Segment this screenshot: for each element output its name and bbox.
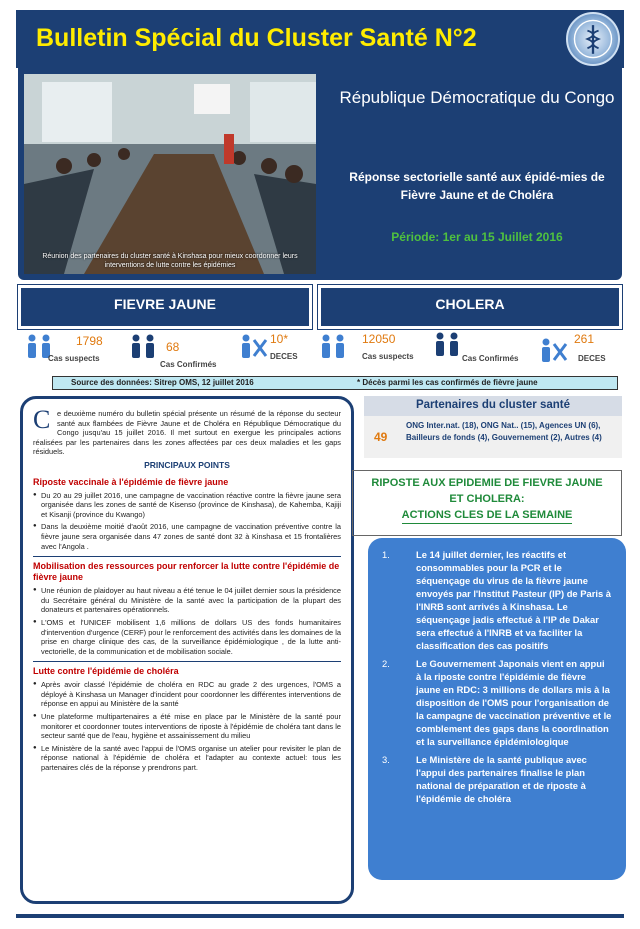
death-icon — [240, 334, 270, 360]
intro-paragraph — [33, 405, 341, 457]
action-text: Le Ministère de la santé publique avec l'appui des partenaires finalise le plan national de préparation et de riposte à l'épidémie de choléra — [416, 754, 587, 804]
list-item: ● Le Ministère de la santé avec l'appui de l'OMS organise un atelier pour revisiter le plan de réponse national à l'épidémie de choléra et l'adapter au contexte actuel: tous les partenaires clés de la réponse y prendrons part. — [33, 744, 341, 773]
tab-fievre-jaune: FIEVRE JAUNE — [18, 285, 312, 329]
people-icon — [318, 334, 348, 360]
fj-suspects-value: 1798 — [76, 334, 103, 348]
action-text: Le Gouvernement Japonais vient en appui à la riposte contre l'épidémie de fièvre jaune en RDC: 3 millions de dollars mis à la disposition de l'OMS pour l'organisation de la campagne de vaccination préventive et le comblement des gaps dans la coordination et la surveillance épidémiologique — [416, 658, 612, 747]
list-item — [378, 753, 612, 805]
country-title: République Démocratique du Congo — [339, 88, 615, 107]
tab-cholera: CHOLERA — [318, 285, 622, 329]
dropcap: C — [33, 405, 51, 434]
footer-divider — [16, 914, 624, 918]
fj-confirmes-label: Cas Confirmés — [160, 360, 217, 369]
people-icon — [432, 332, 462, 358]
stats-row — [0, 332, 640, 374]
source-bar — [52, 376, 618, 390]
actions-heading — [352, 470, 622, 536]
list-item: ● Dans la deuxième moitié d'août 2016, une campagne de vaccination préventive contre la fièvre jaune sera organisée dans 47 zones de santé dont 32 à Kinshasa et 15 frontalières avec l'Angola . — [33, 522, 341, 551]
action-number: 3. — [382, 754, 390, 765]
section-title-vaccination: Riposte vaccinale à l'épidémie de fièvre jaune — [33, 476, 229, 487]
intro-text: e deuxième numéro du bulletin spécial présente un résumé de la réponse du secteur santé aux flambées de Fièvre Jaune et de Choléra en République Démocratique du Congo jusqu'au 15 juillet 2016. Il met surtout en exergue les principales actions réalisées par les partenaires dans les zones affectées par ces deux maladies et les gaps résiduels. — [33, 409, 341, 457]
deces-footnote: * Décès parmi les cas confirmés de fièvre jaune — [357, 378, 538, 387]
response-subtitle: Réponse sectorielle santé aux épidé-mies de Fièvre Jaune et de Choléra — [349, 170, 605, 202]
list-item — [378, 548, 612, 652]
photo-caption: Réunion des partenaires du cluster santé à Kinshasa pour mieux coordonner leurs interventions de lutte contre les épidémies — [42, 253, 298, 269]
actions-heading-line3: ACTIONS CLES DE LA SEMAINE — [402, 507, 573, 524]
partners-box — [364, 416, 622, 458]
source-text: Source des données: Sitrep OMS, 12 juillet 2016 — [71, 378, 254, 387]
actions-heading-line2: ET CHOLERA: — [449, 493, 525, 505]
principal-points-heading: PRINCIPAUX POINTS — [144, 459, 230, 470]
main-article — [20, 396, 354, 904]
action-text: Le 14 juillet dernier, les réactifs et consommables pour la PCR et le séquençage du virus de la fièvre jaune envoyés par l'Institut Pasteur (IP) de Paris à l'INRB sont arrivés à Kinshasa. Le séquençage jadis effectué à l'IP de Dakar sera effectué à l'INRB et va faciliter la classification des cas positifs — [416, 549, 612, 651]
death-icon — [540, 338, 570, 364]
ch-suspects-value: 12050 — [362, 332, 396, 346]
section-title-cholera: Lutte contre l'épidémie de choléra — [33, 661, 341, 677]
fj-deces-label: DECES — [270, 352, 298, 361]
fj-deces-value: 10* — [270, 332, 289, 346]
bulletin-header — [16, 10, 624, 68]
actions-heading-line1: RIPOSTE AUX EPIDEMIE DE FIEVRE JAUNE — [371, 477, 603, 489]
hero-panel — [18, 68, 622, 280]
list-item: ● Une réunion de plaidoyer au haut niveau a été tenue le 04 juillet dernier sous la présidence du Secrétaire général du Ministère de la santé avec la participation de la plupart des donateurs et partenaires opérationnels. — [33, 586, 341, 615]
partners-heading: Partenaires du cluster santé — [364, 396, 622, 416]
section-title-mobilisation: Mobilisation des ressources pour renforcer la lutte contre l'épidémie de fièvre jaune — [33, 556, 341, 583]
ch-deces-value: 261 — [574, 332, 595, 346]
list-item: ● Une plateforme multipartenaires a été mise en place par le Ministère de la santé pour monitorer et coordonner toutes interventions de riposte à l'épidémie de choléra tant dans le secteur santé que de l'eau, hygiène et assainissement du milieu — [33, 712, 341, 741]
people-icon — [128, 334, 158, 360]
ch-confirmes-label: Cas Confirmés — [462, 354, 519, 363]
fj-confirmes-value: 68 — [166, 340, 180, 354]
caduceus-logo-icon — [566, 12, 620, 66]
partners-count: 49 — [374, 430, 388, 444]
list-item — [378, 657, 612, 748]
bulletin-title: Bulletin Spécial du Cluster Santé N°2 — [36, 24, 477, 52]
ch-suspects-label: Cas suspects — [362, 352, 414, 361]
list-item: ● Après avoir classé l'épidémie de choléra en RDC au grade 2 des urgences, l'OMS a déployé à Kinshasa un Manager d'incident pour coordonner les différentes interventions de réponse en appui au Ministère de la santé — [33, 680, 341, 709]
fj-suspects-label: Cas suspects — [48, 354, 100, 363]
action-number: 2. — [382, 658, 390, 669]
key-actions-panel — [368, 538, 626, 880]
ch-deces-label: DECES — [578, 354, 606, 363]
list-item: ● Du 20 au 29 juillet 2016, une campagne de vaccination réactive contre la fièvre jaune sera organisée dans les zones de santé de Kisenso (province de Kinshasa), de Kahemba, Kajiji et Kisanji (province du Kwango) — [33, 491, 341, 520]
action-number: 1. — [382, 549, 390, 560]
period-label: Période: 1er au 15 Juillet 2016 — [391, 230, 563, 244]
partners-detail: ONG Inter.nat. (18), ONG Nat.. (15), Agences UN (6), Bailleurs de fonds (4), Gouvernement (2), Autres (4) — [406, 421, 602, 442]
list-item: ● L'OMS et l'UNICEF mobilisent 1,6 millions de dollars US des fonds humanitaires d'intervention d'urgence (CERF) pour le renforcement des activités dans les domaines de la prise en charge clinique des cas, de la surveillance épidémiologique , de la lutte anti-vectorielle, de la communication et de mobilisation sociale. — [33, 618, 341, 656]
meeting-photo — [24, 74, 316, 274]
